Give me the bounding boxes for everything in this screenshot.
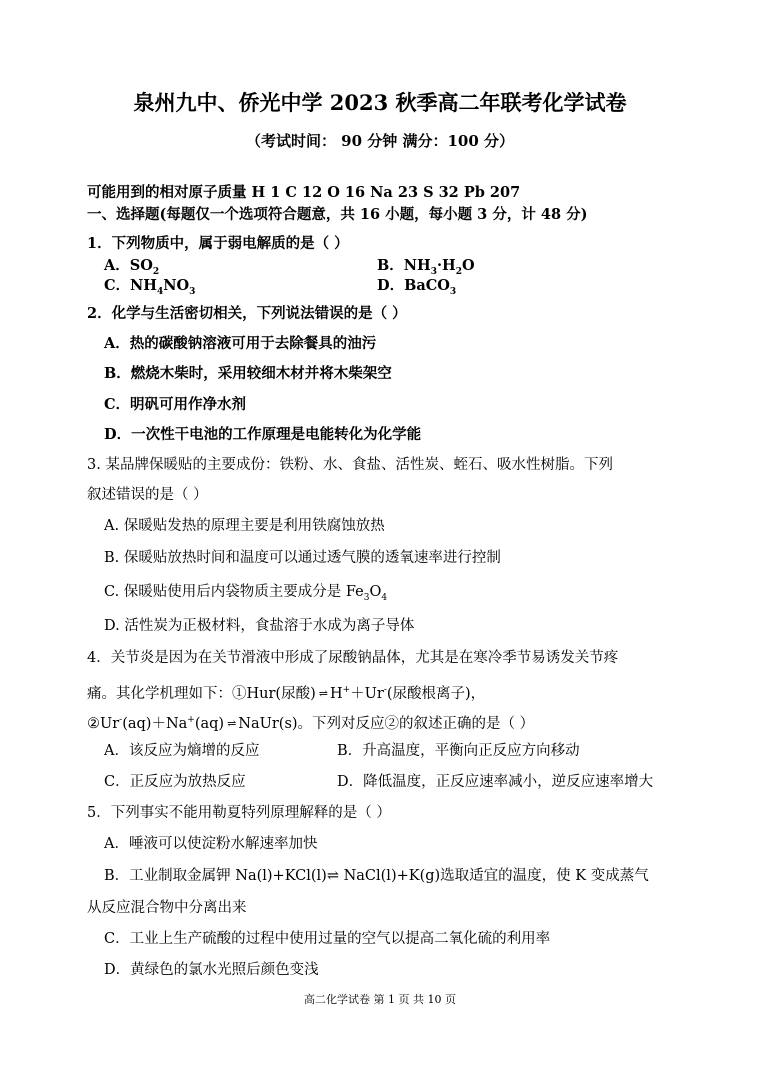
q3-stem-line1: 3. 某品牌保暖贴的主要成份：铁粉、水、食盐、活性炭、蛭石、吸水性树脂。下列 xyxy=(87,457,613,473)
q4-eq1-h-sup: + xyxy=(342,685,351,695)
q4-option-a: A．该反应为熵增的反应 xyxy=(104,743,260,759)
q3-c-mid: O xyxy=(369,584,382,600)
q1-b-end: O xyxy=(462,257,475,274)
q2-option-c: C．明矾可用作净水剂 xyxy=(104,396,247,413)
q4-option-c: C．正反应为放热反应 xyxy=(104,774,246,790)
q4-eq1-right: (尿酸根离子)， xyxy=(386,685,486,702)
q1-c-tail: NO xyxy=(163,277,190,294)
page-footer: 高二化学试卷 第 1 页 共 10 页 xyxy=(304,993,456,1006)
q5-option-d: D．黄绿色的氯水光照后颜色变浅 xyxy=(104,962,319,978)
q1-stem: 1．下列物质中，属于弱电解质的是（ ） xyxy=(87,235,349,252)
q1-c-sub2: 3 xyxy=(189,286,196,297)
q5-option-b-line2: 从反应混合物中分离出来 xyxy=(87,900,247,916)
exam-title: 泉州九中、侨光中学 2023 秋季高二年联考化学试卷 xyxy=(133,90,627,115)
q1-d-text: D．BaCO xyxy=(377,277,450,294)
q3-stem-line2: 叙述错误的是（ ） xyxy=(87,487,208,503)
q1-c-text: C．NH xyxy=(104,277,157,294)
q5-stem: 5．下列事实不能用勒夏特列原理解释的是（ ） xyxy=(87,805,391,821)
q2-option-d: D．一次性干电池的工作原理是电能转化为化学能 xyxy=(104,426,422,443)
q4-eq2-na-sup: + xyxy=(187,715,195,725)
q1-b-tail: ·H xyxy=(436,257,456,274)
q2-option-a: A．热的碳酸钠溶液可用于去除餐具的油污 xyxy=(104,335,377,352)
q1-c-sub: 4 xyxy=(157,286,164,297)
q1-option-c xyxy=(104,276,195,302)
q3-option-c xyxy=(104,582,387,608)
q1-b-sub2: 2 xyxy=(455,266,462,277)
q3-option-b: B. 保暖贴放热时间和温度可以通过透气膜的透氧速率进行控制 xyxy=(104,550,501,566)
q1-d-sub: 3 xyxy=(449,286,457,297)
q4-eq1-h: H xyxy=(329,685,343,702)
q4-option-d: D．降低温度，正反应速率减小，逆反应速率增大 xyxy=(337,774,654,790)
q3-option-d: D. 活性炭为正极材料，食盐溶于水成为离子导体 xyxy=(104,618,415,634)
q2-stem: 2．化学与生活密切相关，下列说法错误的是（ ） xyxy=(87,305,407,322)
q3-option-a: A. 保暖贴发热的原理主要是利用铁腐蚀放热 xyxy=(104,518,385,534)
q5-option-b-line1: B．工业制取金属钾 Na(l)+KCl(l)⇌ NaCl(l)+K(g)选取适宜的温度，使 K 变成蒸气 xyxy=(104,868,649,884)
q1-b-text: B．NH xyxy=(377,257,431,274)
exam-subtitle: （考试时间： 90 分钟 满分：100 分） xyxy=(245,132,515,150)
q4-eq2-aq: (aq) xyxy=(194,715,225,732)
q1-a-sub: 2 xyxy=(152,266,160,277)
q1-b-sub: 3 xyxy=(430,266,437,277)
q4-stem-line2 xyxy=(87,680,485,704)
q3-c-text: C. 保暖贴使用后内袋物质主要成分是 Fe xyxy=(104,584,364,600)
q5-option-c: C．工业上生产硫酸的过程中使用过量的空气以提高二氧化硫的利用率 xyxy=(104,931,551,947)
q4-eq2-ur: ②Ur xyxy=(87,715,120,732)
q4-eq2-right: NaUr(s)。下列对反应②的叙述正确的是（ ） xyxy=(238,715,535,732)
q4-eq2-ur-sup: - xyxy=(119,715,123,725)
q2-option-b: B．燃烧木柴时，采用较细木材并将木柴架空 xyxy=(104,365,392,382)
q4-eq2-na: (aq)＋Na xyxy=(122,715,188,732)
q4-eq1-ur-sup: - xyxy=(383,685,387,695)
equilibrium-arrow-icon: ⇌ xyxy=(227,717,236,731)
q4-stem-line3 xyxy=(87,710,534,734)
q4-stem-line1: 4．关节炎是因为在关节滑液中形成了尿酸钠晶体，尤其是在寒冷季节易诱发关节疼 xyxy=(87,650,619,666)
section-heading: 一、选择题(每题仅一个选项符合题意，共 16 小题，每小题 3 分，计 48 分) xyxy=(87,206,588,223)
q1-option-d xyxy=(377,276,456,302)
q3-c-sub1: 3 xyxy=(363,592,370,603)
equilibrium-arrow-icon: ⇌ xyxy=(318,687,327,701)
q3-c-sub2: 4 xyxy=(381,592,388,603)
atomic-mass-line: 可能用到的相对原子质量 H 1 C 12 O 16 Na 23 S 32 Pb 207 xyxy=(87,184,521,201)
q5-option-a: A．唾液可以使淀粉水解速率加快 xyxy=(104,836,318,852)
q4-eq1-left: 痛。其化学机理如下：①Hur(尿酸) xyxy=(87,685,316,702)
q4-option-b: B．升高温度，平衡向正反应方向移动 xyxy=(337,743,580,759)
q1-a-text: A．SO xyxy=(104,257,153,274)
q4-eq1-ur: ＋Ur xyxy=(350,685,384,702)
